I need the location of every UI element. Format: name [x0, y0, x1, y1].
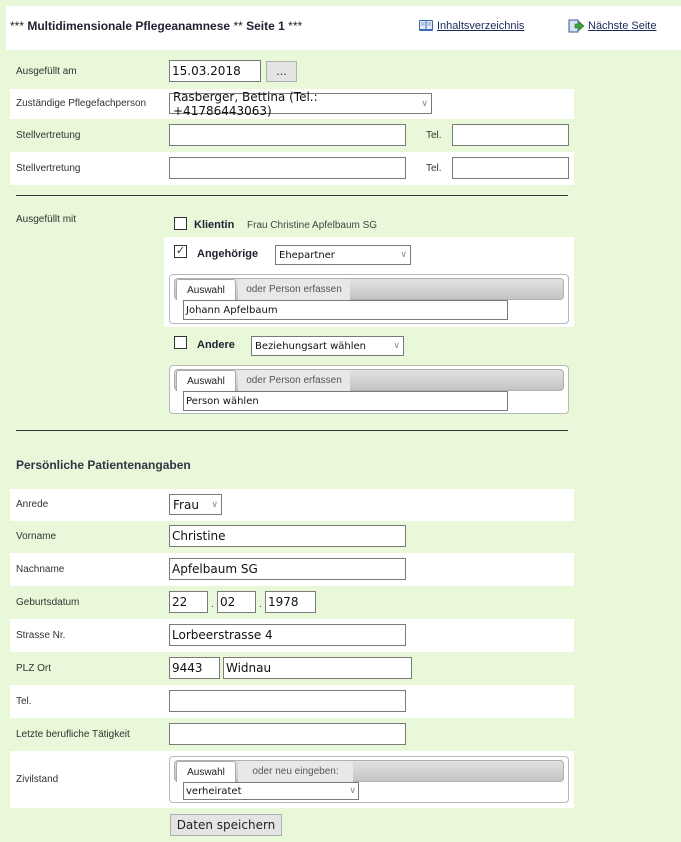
chevron-down-icon: ∨	[393, 341, 400, 351]
ausgefuellt-am-input[interactable]	[169, 60, 261, 82]
stellvertretung-2-label: Stellvertretung	[16, 163, 81, 174]
taetigkeit-input[interactable]	[169, 723, 406, 745]
row-anrede	[10, 489, 574, 521]
strasse-label: Strasse Nr.	[16, 630, 66, 641]
title-page: Seite 1	[246, 19, 285, 33]
tel-input[interactable]	[169, 690, 406, 712]
page-title	[10, 19, 302, 33]
klientin-label: Klientin	[194, 219, 235, 231]
angehoerige-person-input[interactable]	[183, 300, 508, 320]
geburtsdatum-day-input[interactable]	[169, 591, 208, 613]
ausgefuellt-mit-label: Ausgefüllt mit	[16, 214, 77, 225]
vorname-label: Vorname	[16, 531, 57, 542]
angehoerige-label: Angehörige	[197, 248, 259, 260]
anrede-label: Anrede	[16, 499, 49, 510]
title-suffix: ***	[288, 19, 303, 33]
pflegefachperson-label: Zuständige Pflegefachperson	[16, 98, 147, 109]
angehoerige-checkbox[interactable]	[174, 245, 187, 258]
klientin-name: Frau Christine Apfelbaum SG	[247, 220, 378, 231]
divider	[16, 430, 568, 431]
geburtsdatum-month-input[interactable]	[217, 591, 256, 613]
ausgefuellt-am-label: Ausgefüllt am	[16, 66, 77, 77]
andere-person-value: Person wählen	[186, 395, 259, 407]
zivilstand-tabbox	[169, 756, 569, 803]
andere-relation-select[interactable]	[251, 336, 404, 356]
date-separator: .	[259, 599, 262, 610]
stellvertretung-1-input[interactable]	[169, 124, 406, 146]
andere-relation-value: Beziehungsart wählen	[255, 340, 367, 352]
andere-person-input[interactable]	[183, 391, 508, 411]
angehoerige-relation-value: Ehepartner	[279, 249, 335, 261]
tab-person-erfassen[interactable]: oder Person erfassen	[238, 370, 350, 391]
stellvertretung-1-tel-input[interactable]	[452, 124, 569, 146]
taetigkeit-label: Letzte berufliche Tätigkeit	[16, 729, 130, 740]
tab-person-erfassen[interactable]: oder Person erfassen	[238, 279, 350, 300]
chevron-down-icon: ∨	[421, 98, 428, 109]
chevron-down-icon: ∨	[211, 499, 218, 510]
stellvertretung-2-tel-input[interactable]	[452, 157, 569, 179]
tab-auswahl[interactable]: Auswahl	[176, 370, 236, 391]
stellvertretung-1-tel-label: Tel.	[426, 130, 442, 141]
pflegefachperson-select[interactable]	[169, 89, 432, 118]
title-mid: **	[233, 19, 243, 33]
angehoerige-person-value: Johann Apfelbaum	[186, 304, 278, 316]
tab-auswahl[interactable]: Auswahl	[176, 279, 236, 300]
andere-label: Andere	[197, 339, 235, 351]
check-icon: ✓	[175, 245, 186, 257]
date-separator: .	[211, 599, 214, 610]
chevron-down-icon: ∨	[349, 786, 356, 796]
nachname-input[interactable]	[169, 558, 406, 580]
zivilstand-select[interactable]	[183, 782, 359, 800]
geburtsdatum-label: Geburtsdatum	[16, 597, 80, 608]
tel-label: Tel.	[16, 696, 32, 707]
andere-tabbox	[169, 365, 569, 414]
tab-auswahl[interactable]: Auswahl	[176, 761, 236, 782]
pflegefachperson-value: Rasberger, Bettina (Tel.: +41786443063)	[173, 89, 318, 118]
plz-ort-label: PLZ Ort	[16, 663, 52, 674]
next-page-icon	[568, 19, 585, 33]
chevron-down-icon: ∨	[400, 250, 407, 260]
angehoerige-relation-select[interactable]	[275, 245, 411, 265]
anrede-select[interactable]	[169, 494, 222, 515]
stellvertretung-2-input[interactable]	[169, 157, 406, 179]
strasse-input[interactable]	[169, 624, 406, 646]
section-title: Persönliche Patientenangaben	[16, 458, 191, 472]
save-button[interactable]: Daten speichern	[170, 814, 282, 836]
zivilstand-value: verheiratet	[186, 785, 242, 797]
next-page-link-label[interactable]: Nächste Seite	[588, 20, 657, 32]
vorname-input[interactable]	[169, 525, 406, 547]
stellvertretung-1-label: Stellvertretung	[16, 130, 81, 141]
book-icon	[418, 19, 434, 32]
tab-neu-eingeben[interactable]: oder neu eingeben:	[238, 761, 353, 782]
plz-input[interactable]	[169, 657, 220, 679]
next-page-link[interactable]	[568, 19, 656, 33]
klientin-checkbox[interactable]	[174, 217, 187, 230]
toc-link-label[interactable]: Inhaltsverzeichnis	[437, 19, 525, 32]
andere-checkbox[interactable]	[174, 336, 187, 349]
ort-input[interactable]	[223, 657, 412, 679]
anrede-value: Frau	[173, 497, 199, 512]
zivilstand-label: Zivilstand	[16, 774, 59, 785]
date-picker-button[interactable]: ...	[266, 61, 297, 82]
stellvertretung-2-tel-label: Tel.	[426, 163, 442, 174]
geburtsdatum-year-input[interactable]	[265, 591, 316, 613]
title-prefix: ***	[10, 19, 25, 33]
angehoerige-tabbox	[169, 274, 569, 324]
title-main: Multidimensionale Pflegeanamnese	[27, 19, 231, 33]
divider	[16, 195, 568, 196]
nachname-label: Nachname	[16, 564, 65, 575]
toc-link[interactable]	[418, 19, 524, 32]
